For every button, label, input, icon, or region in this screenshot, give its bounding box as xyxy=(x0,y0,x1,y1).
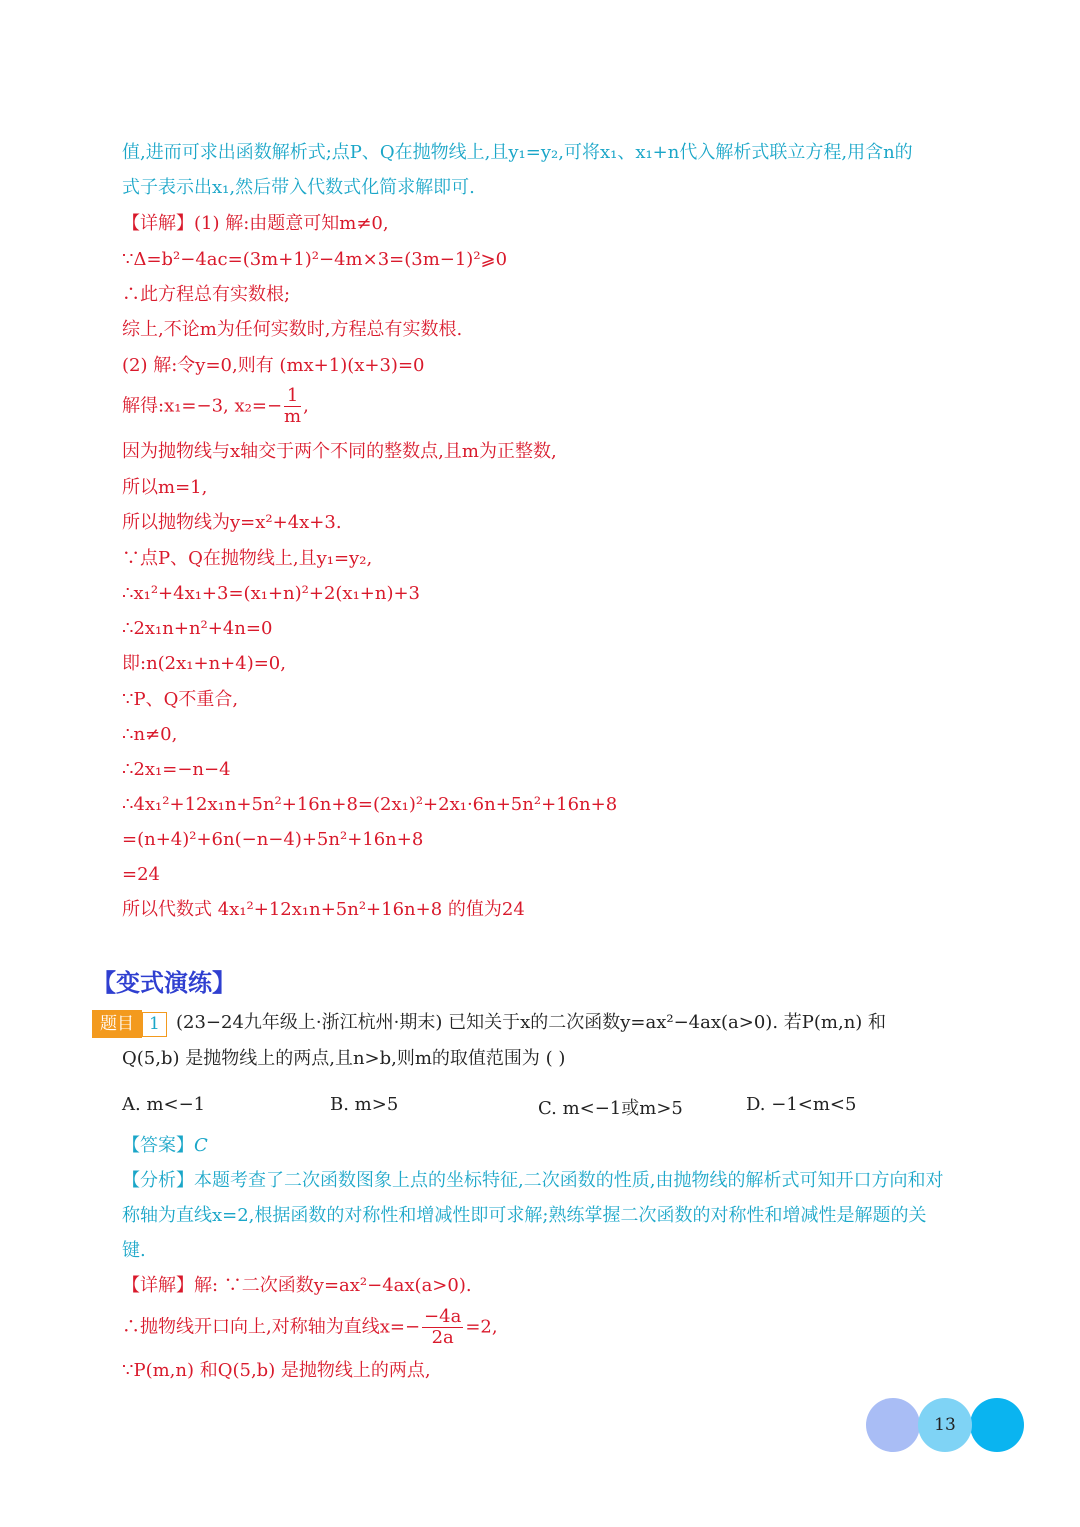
fraction-axis-denominator: 2a xyxy=(431,1327,454,1348)
detail-line-15: ∴n≠0, xyxy=(122,724,178,745)
detail-line-6 xyxy=(122,386,309,427)
fraction-denominator: m xyxy=(284,406,302,427)
analysis-text-1: 本题考查了二次函数图象上点的坐标特征,二次函数的性质,由抛物线的解析式可知开口方向和对 xyxy=(194,1170,944,1191)
detail-line-9: 所以抛物线为y=x²+4x+3. xyxy=(122,512,342,533)
detail-line-16: ∴2x₁=−n−4 xyxy=(122,759,231,780)
fraction-one-over-m xyxy=(284,386,301,427)
analysis-continued-line-1: 值,进而可求出函数解析式;点P、Q在抛物线上,且y₁=y₂,可将x₁、x₁+n代入解析式联立方程,用含n的 xyxy=(122,142,913,163)
analysis-tag: 【分析】 xyxy=(122,1170,194,1191)
detail-line-20: 所以代数式 4x₁²+12x₁n+5n²+16n+8 的值为24 xyxy=(122,899,525,920)
detail2-line-3: ∵P(m,n) 和Q(5,b) 是抛物线上的两点, xyxy=(122,1360,431,1381)
detail-line-1 xyxy=(122,212,389,236)
detail-line-8: 所以m=1, xyxy=(122,477,208,498)
detail2-tag: 【详解】 xyxy=(122,1275,194,1296)
detail-line-11: ∴x₁²+4x₁+3=(x₁+n)²+2(x₁+n)+3 xyxy=(122,583,421,604)
page-number-decoration xyxy=(866,1398,1026,1452)
axis-text: ∴抛物线开口向上,对称轴为直线x=− xyxy=(122,1316,421,1338)
option-b: B. m>5 xyxy=(330,1094,399,1115)
analysis-line-2: 称轴为直线x=2,根据函数的对称性和增减性即可求解;熟练掌握二次函数的对称性和增减性是解题的关 xyxy=(122,1205,927,1226)
detail-line-14: ∵P、Q不重合, xyxy=(122,689,239,710)
question-line-2: Q(5,b) 是抛物线上的两点,且n>b,则m的取值范围为 ( ) xyxy=(122,1048,566,1069)
analysis-line-1 xyxy=(122,1169,943,1193)
detail-line-18: =(n+4)²+6n(−n−4)+5n²+16n+8 xyxy=(122,829,424,850)
roots-suffix: , xyxy=(303,395,309,417)
roots-text: 解得:x₁=−3, x₂=− xyxy=(122,395,283,417)
detail-line-4: 综上,不论m为任何实数时,方程总有实数根. xyxy=(122,319,463,340)
answer-value: C xyxy=(194,1135,208,1156)
detail-line-13: 即:n(2x₁+n+4)=0, xyxy=(122,653,286,674)
problem-badge-number: 1 xyxy=(142,1012,167,1037)
analysis-continued-line-2: 式子表示出x₁,然后带入代数式化简求解即可. xyxy=(122,177,475,198)
answer-tag: 【答案】 xyxy=(122,1135,194,1156)
detail-line-3: ∴此方程总有实数根; xyxy=(122,284,291,305)
detail-line-10: ∵点P、Q在抛物线上,且y₁=y₂, xyxy=(122,548,373,569)
detail2-text-1: 解: ∵二次函数y=ax²−4ax(a>0). xyxy=(194,1275,472,1296)
detail-text: (1) 解:由题意可知m≠0, xyxy=(194,213,389,234)
detail-line-7: 因为抛物线与x轴交于两个不同的整数点,且m为正整数, xyxy=(122,441,557,462)
answer-line xyxy=(122,1134,208,1158)
option-a: A. m<−1 xyxy=(122,1094,206,1115)
problem-badge xyxy=(92,1010,167,1038)
detail2-line-1 xyxy=(122,1274,472,1298)
decor-circle-left xyxy=(866,1398,920,1452)
fraction-numerator: 1 xyxy=(284,386,301,407)
problem-badge-label: 题目 xyxy=(92,1010,142,1038)
question-line-1: (23−24九年级上·浙江杭州·期末) 已知关于x的二次函数y=ax²−4ax(a>0). 若P(m,n) 和 xyxy=(176,1012,887,1033)
detail-line-19: =24 xyxy=(122,864,160,885)
option-c: C. m<−1或m>5 xyxy=(538,1098,683,1119)
detail2-line-2 xyxy=(122,1307,498,1348)
fraction-axis-numerator: −4a xyxy=(424,1306,462,1327)
detail-line-5: (2) 解:令y=0,则有 (mx+1)(x+3)=0 xyxy=(122,355,425,376)
page-number: 13 xyxy=(918,1398,972,1452)
decor-circle-right xyxy=(970,1398,1024,1452)
fraction-axis xyxy=(422,1307,463,1348)
detail-line-2: ∵Δ=b²−4ac=(3m+1)²−4m×3=(3m−1)²⩾0 xyxy=(122,249,508,270)
axis-suffix: =2, xyxy=(465,1316,498,1338)
analysis-line-3: 键. xyxy=(122,1240,146,1261)
detail-tag: 【详解】 xyxy=(122,213,194,234)
option-d: D. −1<m<5 xyxy=(746,1094,857,1115)
detail-line-17: ∴4x₁²+12x₁n+5n²+16n+8=(2x₁)²+2x₁·6n+5n²+16n+8 xyxy=(122,794,618,815)
detail-line-12: ∴2x₁n+n²+4n=0 xyxy=(122,618,273,639)
variant-practice-heading: 【变式演练】 xyxy=(92,969,236,997)
